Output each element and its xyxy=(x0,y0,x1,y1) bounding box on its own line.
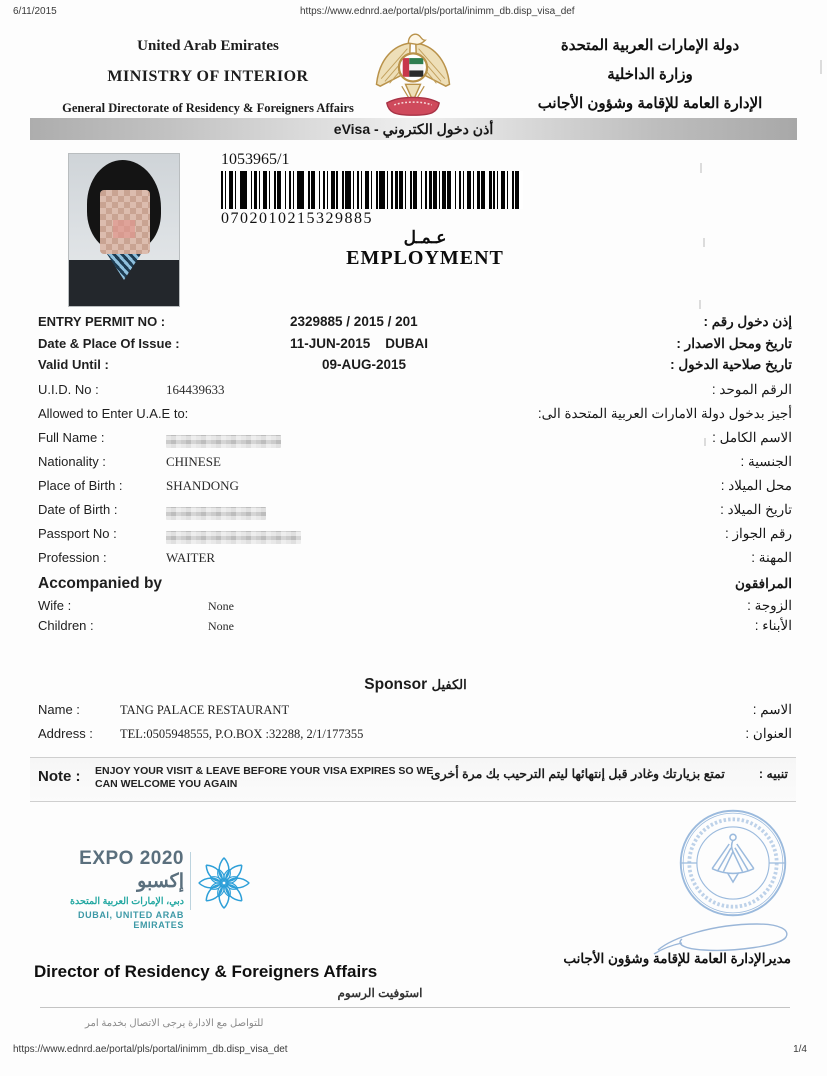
bottom-divider xyxy=(40,1007,790,1008)
field-allowed xyxy=(38,406,792,430)
field-wife xyxy=(38,598,792,619)
print-footer-page: 1/4 xyxy=(793,1044,807,1055)
print-footer-url: https://www.ednrd.ae/portal/pls/portal/inimm_db.disp_visa_det xyxy=(13,1044,288,1055)
passport-label-ar: رقم الجواز : xyxy=(724,525,792,541)
note-text-en: ENJOY YOUR VISIT & LEAVE BEFORE YOUR VISA EXPIRES SO WE CAN WELCOME YOU AGAIN xyxy=(95,765,434,790)
scan-artifact xyxy=(699,300,701,309)
visa-details xyxy=(38,314,792,639)
birth-place-label: Place of Birth : xyxy=(38,477,123,493)
field-profession xyxy=(38,550,792,574)
sponsor-title-en: Sponsor xyxy=(364,676,428,693)
field-children xyxy=(38,618,792,639)
passport-label: Passport No : xyxy=(38,525,117,541)
evisa-banner-title: أذن دخول الكتروني - eVisa xyxy=(333,120,494,137)
scan-artifact xyxy=(820,60,822,74)
sponsor-address-label-ar: العنوان : xyxy=(745,725,792,741)
issue-value: 11-JUN-2015 DUBAI xyxy=(290,335,429,351)
field-valid-until xyxy=(38,357,792,379)
sponsor-section-title xyxy=(0,676,827,694)
expo-subtitle-ar: دبي، الإمارات العربية المتحدة xyxy=(70,896,184,907)
print-date: 6/11/2015 xyxy=(13,6,57,17)
allowed-label: Allowed to Enter U.A.E to: xyxy=(38,405,189,421)
barcode-number: 0702010215329885 xyxy=(221,210,373,227)
field-nationality xyxy=(38,454,792,478)
director-title-en: Director of Residency & Foreigners Affairs xyxy=(34,962,378,981)
profession-value: WAITER xyxy=(166,549,216,565)
wife-value: None xyxy=(208,598,234,613)
contact-note-ar: للتواصل مع الادارة يرجى الاتصال بخدمة امر xyxy=(85,1018,264,1029)
accompanied-by-label-ar: المرافقون xyxy=(734,575,792,591)
director-title-ar: مديرالإدارة العامة للإقامة وشؤون الأجانب xyxy=(563,951,791,966)
sponsor-title-ar: الكفيل xyxy=(431,677,467,692)
photo-face-blur-patch xyxy=(113,220,135,238)
note-label-ar: تنبيه : xyxy=(758,767,788,781)
field-sponsor-name xyxy=(38,702,792,726)
accompanied-by-header xyxy=(38,575,792,598)
expo-2020-logo-text xyxy=(38,848,184,930)
scan-artifact xyxy=(700,163,702,173)
letterhead-directorate-en: General Directorate of Residency & Foreigners Affairs xyxy=(62,101,354,115)
uid-label-ar: الرقم الموحد : xyxy=(711,381,792,397)
passport-value-redacted xyxy=(166,531,301,544)
field-entry-permit xyxy=(38,314,792,336)
note-arabic xyxy=(431,766,788,781)
valid-until-label-ar: تاريخ صلاحية الدخول : xyxy=(670,357,792,372)
scan-artifact xyxy=(704,438,706,446)
expo-logo-divider xyxy=(190,852,191,910)
visa-type-arabic: عـمـل xyxy=(403,228,447,247)
field-issue xyxy=(38,336,792,358)
scan-artifact xyxy=(703,238,705,247)
field-passport xyxy=(38,526,792,550)
note-text-ar: تمتع بزيارتك وغادر قبل إنتهائها ليتم الترحيب بك مرة أخرى xyxy=(430,767,725,781)
sponsor-details xyxy=(38,702,792,749)
uid-label: U.I.D. No : xyxy=(38,381,99,397)
letterhead-ministry-en: MINISTRY OF INTERIOR xyxy=(107,68,309,85)
accompanied-by-label: Accompanied by xyxy=(38,574,163,592)
children-value: None xyxy=(208,619,234,633)
sponsor-address-value: TEL:0505948555, P.O.BOX :32288, 2/1/177355 xyxy=(120,726,364,741)
birth-date-value-redacted xyxy=(166,507,266,520)
field-birth-place xyxy=(38,478,792,502)
sponsor-name-value: TANG PALACE RESTAURANT xyxy=(120,703,290,717)
allowed-label-ar: أجيز بدخول دولة الامارات العربية المتحدة الى: xyxy=(537,405,792,421)
sponsor-name-label-ar: الاسم : xyxy=(752,702,792,717)
nationality-label: Nationality : xyxy=(38,453,106,469)
barcode xyxy=(221,171,523,209)
birth-place-label-ar: محل الميلاد : xyxy=(720,477,792,493)
applicant-photo xyxy=(68,153,180,307)
issue-label-ar: تاريخ ومحل الاصدار : xyxy=(676,335,792,351)
full-name-value-redacted xyxy=(166,435,281,448)
full-name-label: Full Name : xyxy=(38,429,105,445)
field-birth-date xyxy=(38,502,792,526)
expo-subtitle-en: DUBAI, UNITED ARAB EMIRATES xyxy=(78,910,184,930)
valid-until-value: 09-AUG-2015 xyxy=(322,357,407,372)
letterhead-country-en: United Arab Emirates xyxy=(137,38,279,54)
profession-label: Profession : xyxy=(38,549,107,565)
fees-collected-ar: استوفيت الرسوم xyxy=(337,986,423,1000)
evisa-banner xyxy=(30,118,797,140)
nationality-label-ar: الجنسية : xyxy=(740,453,792,469)
field-sponsor-address xyxy=(38,726,792,750)
profession-label-ar: المهنة : xyxy=(751,549,792,565)
print-url: https://www.ednrd.ae/portal/pls/portal/inimm_db.disp_visa_def xyxy=(300,6,575,17)
expo-title: EXPO 2020 إكسبو xyxy=(79,848,184,892)
children-label: Children : xyxy=(38,618,94,633)
wife-label: Wife : xyxy=(38,597,72,613)
official-stamp-icon xyxy=(676,806,790,925)
letterhead-directorate-ar: الإدارة العامة للإقامة وشؤون الأجانب xyxy=(537,95,763,112)
uae-emblem-icon xyxy=(366,30,460,123)
letterhead-ministry-ar: وزارة الداخلية xyxy=(607,66,693,83)
field-full-name xyxy=(38,430,792,454)
valid-until-label: Valid Until : xyxy=(38,357,109,372)
note-band xyxy=(30,757,796,802)
expo-rosette-icon xyxy=(196,855,252,916)
full-name-label-ar: الاسم الكامل : xyxy=(712,429,792,445)
birth-date-label: Date of Birth : xyxy=(38,501,118,517)
birth-date-label-ar: تاريخ الميلاد : xyxy=(720,501,792,517)
visa-serial: 1053965/1 xyxy=(221,151,290,168)
sponsor-name-label: Name : xyxy=(38,702,80,717)
wife-label-ar: الزوجة : xyxy=(747,597,792,613)
issue-label: Date & Place Of Issue : xyxy=(38,335,180,351)
children-label-ar: الأبناء : xyxy=(754,618,792,633)
sponsor-address-label: Address : xyxy=(38,725,93,741)
letterhead-english xyxy=(48,38,368,116)
entry-permit-value: 2329885 / 2015 / 201 xyxy=(290,314,418,329)
entry-permit-label: ENTRY PERMIT NO : xyxy=(38,314,166,329)
letterhead-arabic xyxy=(500,36,800,112)
entry-permit-label-ar: إذن دخول رقم : xyxy=(703,314,792,329)
note-label-en: Note : xyxy=(38,768,81,785)
visa-type-english: EMPLOYMENT xyxy=(346,247,504,269)
field-uid xyxy=(38,382,792,406)
birth-place-value: SHANDONG xyxy=(166,477,239,493)
letterhead-country-ar: دولة الإمارات العربية المتحدة xyxy=(560,37,740,54)
nationality-value: CHINESE xyxy=(166,453,221,469)
uid-value: 164439633 xyxy=(166,381,225,397)
